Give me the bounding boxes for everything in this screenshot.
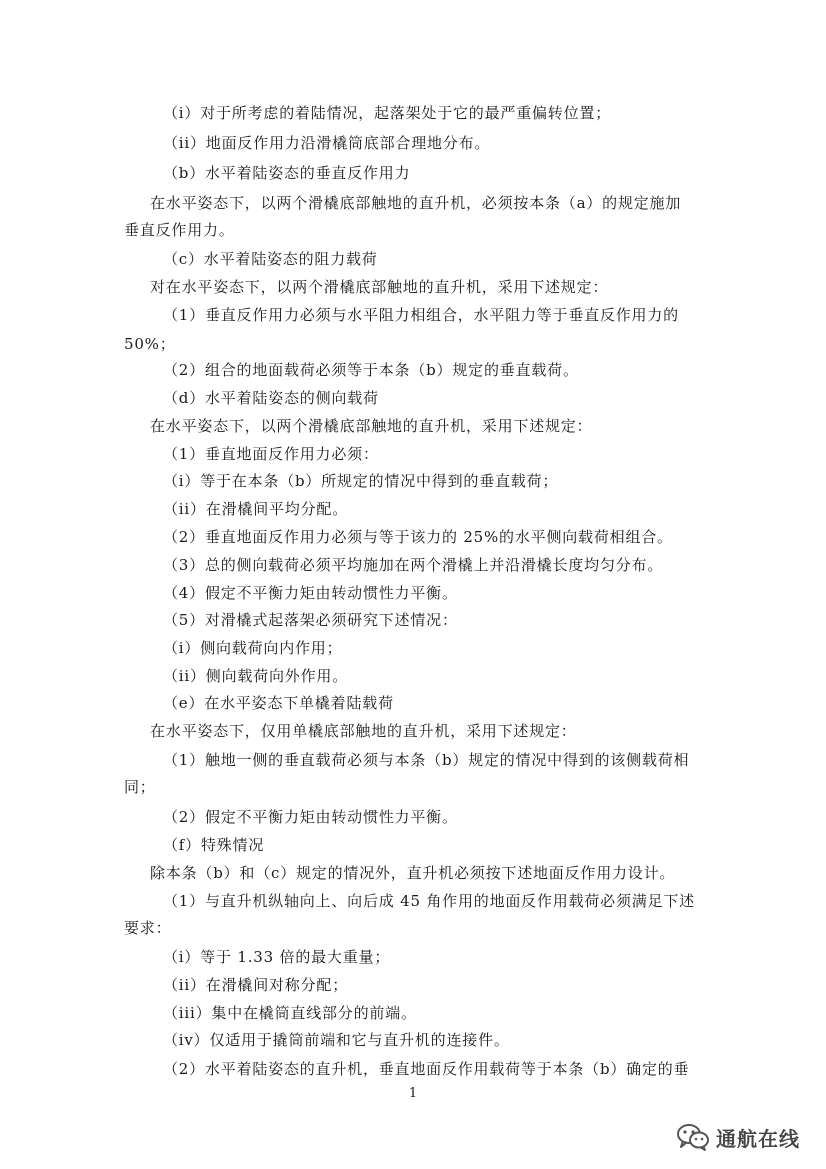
text-line: （iii）集中在橇筒直线部分的前端。: [163, 1004, 417, 1022]
text-line: 垂直反作用力。: [124, 221, 235, 239]
text-line: 在水平姿态下，以两个滑橇底部触地的直升机，必须按本条（a）的规定施加: [150, 194, 682, 212]
text-line: （3）总的侧向载荷必须平均施加在两个滑橇上并沿滑橇长度均匀分布。: [163, 556, 664, 574]
text-line: （i）等于在本条（b）所规定的情况中得到的垂直载荷；: [163, 472, 559, 490]
text-line: （iv）仅适用于撬筒前端和它与直升机的连接件。: [163, 1031, 510, 1049]
text-line: （2）组合的地面载荷必须等于本条（b）规定的垂直载荷。: [163, 361, 579, 379]
text-line: （d）水平着陆姿态的侧向载荷: [163, 389, 379, 407]
watermark: [676, 1122, 800, 1152]
text-line: （b）水平着陆姿态的垂直反作用力: [163, 164, 411, 182]
text-line: （i）等于 1.33 倍的最大重量；: [163, 948, 391, 966]
text-line: （2）水平着陆姿态的直升机，垂直地面反作用载荷等于本条（b）确定的垂: [163, 1060, 690, 1078]
text-line: （ii）地面反作用力沿滑橇筒底部合理地分布。: [163, 134, 491, 152]
text-line: （1）垂直地面反作用力必须：: [163, 445, 379, 463]
text-line: 50%；: [124, 335, 176, 353]
text-line: （f）特殊情况: [163, 836, 265, 854]
wechat-icon: [676, 1122, 710, 1152]
text-line: 对在水平姿态下，以两个滑橇底部触地的直升机，采用下述规定：: [150, 278, 609, 296]
text-line: 要求：: [124, 919, 172, 937]
text-line: 在水平姿态下，仅用单橇底部触地的直升机，采用下述规定：: [150, 722, 577, 740]
text-line: （5）对滑橇式起落架必须研究下述情况：: [163, 611, 458, 629]
text-line: （i）侧向载荷向内作用；: [163, 639, 343, 657]
text-line: （1）触地一侧的垂直载荷必须与本条（b）规定的情况中得到的该侧载荷相: [163, 751, 690, 769]
text-line: （4）假定不平衡力矩由转动惯性力平衡。: [163, 584, 458, 602]
text-line: （ii）在滑橇间对称分配；: [163, 976, 348, 994]
text-line: 同；: [124, 778, 156, 796]
text-line: （c）水平着陆姿态的阻力载荷: [163, 250, 378, 268]
text-line: （ii）侧向载荷向外作用。: [163, 667, 348, 685]
text-line: （e）在水平姿态下单橇着陆载荷: [163, 694, 394, 712]
text-line: 除本条（b）和（c）规定的情况外，直升机必须按下述地面反作用力设计。: [150, 864, 676, 882]
watermark-text: 通航在线: [716, 1126, 800, 1151]
text-line: （1）与直升机纵轴向上、向后成 45 角作用的地面反作用载荷必须满足下述: [163, 892, 695, 910]
text-line: （2）假定不平衡力矩由转动惯性力平衡。: [163, 808, 458, 826]
text-line: （ii）在滑橇间平均分配。: [163, 500, 348, 518]
text-line: （2）垂直地面反作用力必须与等于该力的 25%的水平侧向载荷相组合。: [163, 528, 673, 546]
page-number: 1: [408, 1086, 418, 1101]
text-line: （i）对于所考虑的着陆情况，起落架处于它的最严重偏转位置；: [163, 104, 611, 122]
text-line: （1）垂直反作用力必须与水平阻力相组合，水平阻力等于垂直反作用力的: [163, 306, 679, 324]
text-line: 在水平姿态下，以两个滑橇底部触地的直升机，采用下述规定：: [150, 417, 593, 435]
